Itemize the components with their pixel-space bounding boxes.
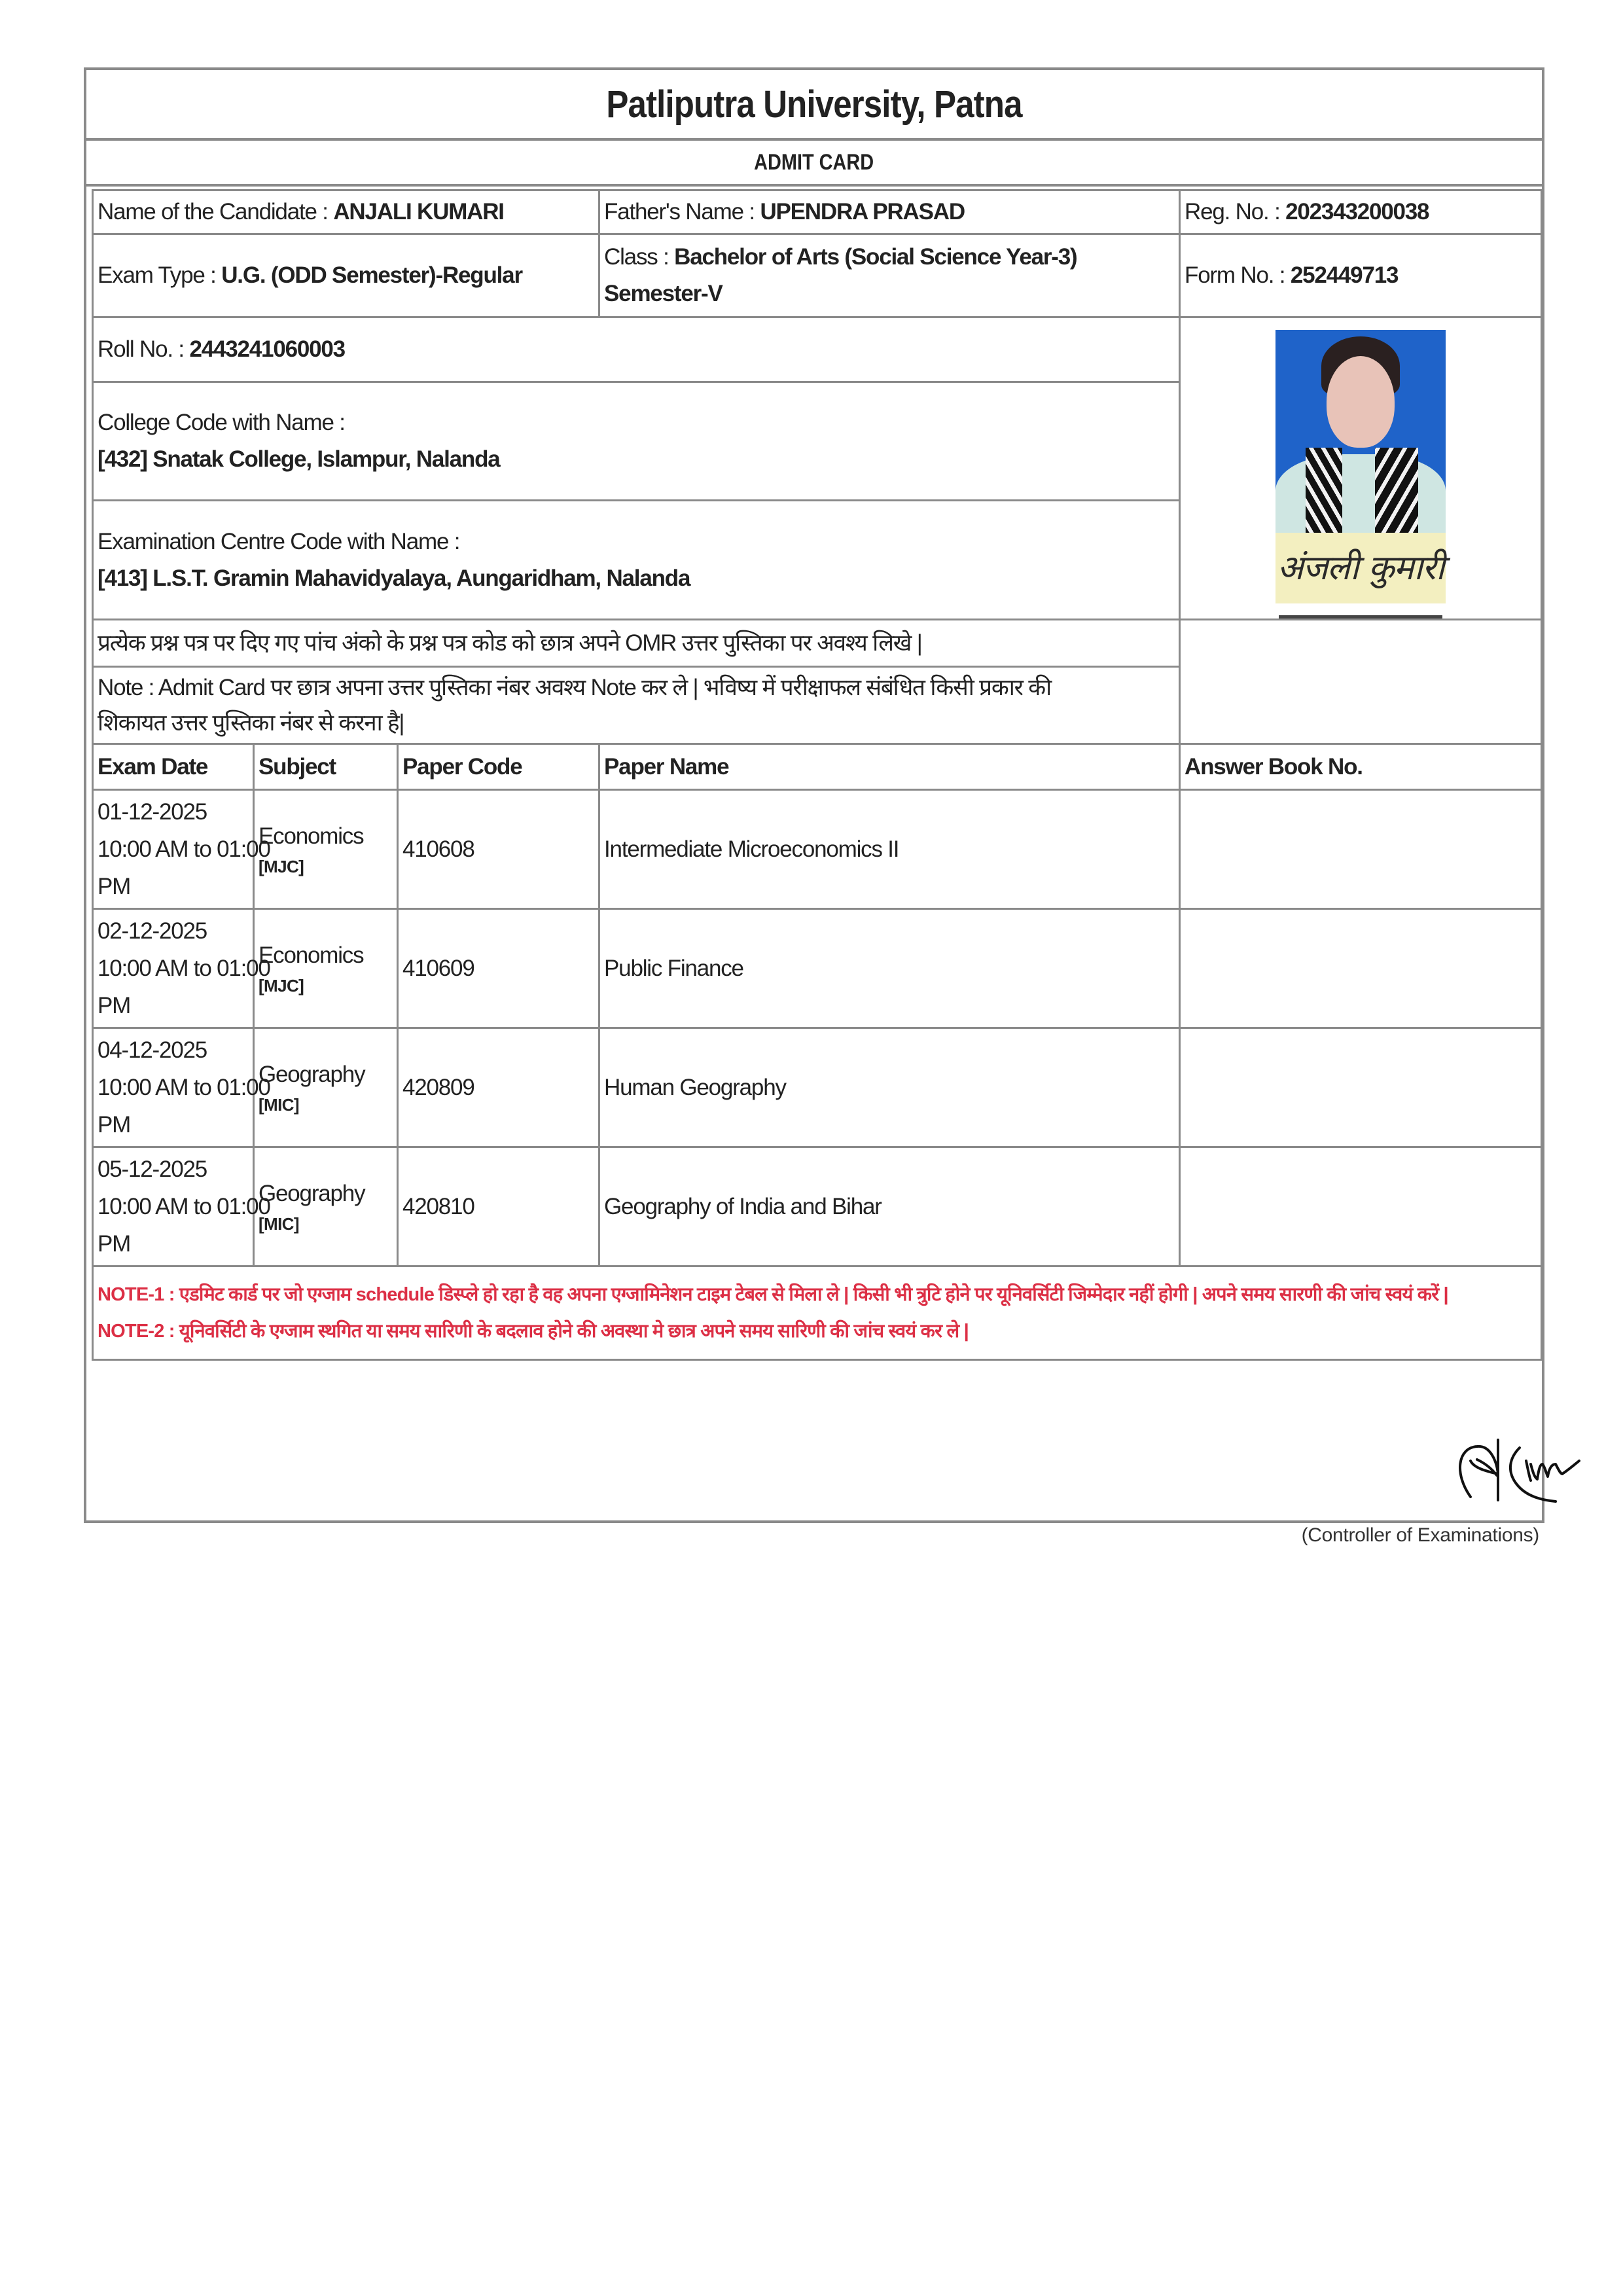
subject-name: Geography [259,1061,365,1087]
class-label: Class : [604,244,675,270]
paper-name: Public Finance [599,909,1180,1028]
college-name: [432] Snatak College, Islampur, Nalanda [98,446,500,473]
schedule-row [93,909,1542,1028]
exam-date-cell [93,1147,270,1266]
col-paper-code: Paper Code [398,744,599,790]
admit-card-frame [84,67,1544,1546]
exam-time: 10:00 AM to 01:00 PM [98,1075,270,1138]
subject-name: Economics [259,942,364,968]
note-blank-cell [1180,620,1542,744]
subtitle-row [86,141,1542,187]
exam-type-cell [93,234,599,317]
centre-label: Examination Centre Code with Name : [98,528,460,554]
paper-code: 410609 [398,909,599,1028]
form-no-cell [1180,234,1542,317]
class-cell [599,234,1180,317]
schedule-row [93,1028,1542,1147]
admit-card-table [92,189,1543,1361]
signature-underline [1279,615,1442,619]
candidate-name-cell [93,190,599,234]
schedule-row [93,790,1542,909]
reg-no-cell [1180,190,1542,234]
reg-no-label: Reg. No. : [1185,199,1286,224]
paper-name: Human Geography [599,1028,1180,1147]
college-cell [93,382,1180,501]
note-2: NOTE-2 : यूनिवर्सिटी के एग्जाम स्थगित या समय सारिणी के बदलाव होने की अवस्था मे छात्र अपने समय सारिणी की जांच स्वयं कर ले | [98,1321,969,1342]
exam-date-cell [93,790,270,909]
exam-date: 05-12-2025 [98,1157,207,1182]
subject-cell [254,790,398,909]
candidate-name-label: Name of the Candidate : [98,199,334,224]
controller-signature [1451,1435,1614,1513]
exam-type-label: Exam Type : [98,262,222,288]
class-name: Bachelor of Arts (Social Science Year-3) Semester-V [604,244,1077,306]
col-subject: Subject [254,744,398,790]
omr-note-row [93,620,1542,667]
answer-book-no[interactable] [1180,909,1542,1028]
exam-date-cell [93,909,270,1028]
exam-date: 02-12-2025 [98,918,207,944]
exam-time: 10:00 AM to 01:00 PM [98,836,270,899]
answer-book-no[interactable] [1180,790,1542,909]
candidate-name: ANJALI KUMARI [333,199,504,224]
roll-row [93,317,1542,382]
exam-time: 10:00 AM to 01:00 PM [98,1194,270,1257]
omr-note: प्रत्येक प्रश्न पत्र पर दिए गए पांच अंको के प्रश्न पत्र कोड को छात्र अपने OMR उत्तर पुस्तिका पर अवश्य लिखे | [93,620,1180,667]
subject-cell [254,909,398,1028]
subject-name: Geography [259,1180,365,1206]
candidate-row [93,190,1542,234]
centre-cell [93,501,1180,620]
roll-no-label: Roll No. : [98,336,190,362]
university-title: Patliputra University, Patna [606,82,1022,126]
controller-caption: (Controller of Examinations) [1301,1524,1539,1546]
father-name-cell [599,190,1180,234]
notes-cell [93,1266,1542,1360]
roll-no-cell [93,317,1180,382]
note-1: NOTE-1 : एडमिट कार्ड पर जो एग्जाम schedule डिस्प्ले हो रहा है वह अपना एग्जामिनेशन टाइम टेबल से मिला ले | किसी भी त्रुटि होने पर यूनिवर्सिटी जिम्मेदार नहीं होगी | अपने समय सारणी की जांच स्वयं करें | [98,1284,1448,1305]
subject-type: [MJC] [259,975,304,996]
centre-name: [413] L.S.T. Gramin Mahavidyalaya, Aungaridham, Nalanda [98,565,690,591]
candidate-photo [1275,330,1446,533]
form-no-label: Form No. : [1185,262,1291,288]
paper-name: Geography of India and Bihar [599,1147,1180,1266]
schedule-header-row [93,744,1542,790]
title-row [86,70,1542,141]
col-answer-book: Answer Book No. [1180,744,1542,790]
reg-no: 202343200038 [1285,199,1429,224]
subject-cell [254,1147,398,1266]
col-exam-date: Exam Date [93,744,254,790]
answer-book-no[interactable] [1180,1028,1542,1147]
exam-date: 04-12-2025 [98,1037,207,1063]
father-name-label: Father's Name : [604,199,760,224]
answer-book-note: Note : Admit Card पर छात्र अपना उत्तर पुस्तिका नंबर अवश्य Note कर ले | भविष्य में परीक्षाफल संबंधित किसी प्रकार की शिकायत उत्तर पुस्तिका नंबर से करना है| [93,667,1180,744]
schedule-row [93,1147,1542,1266]
subject-cell [254,1028,398,1147]
subject-name: Economics [259,823,364,849]
paper-code: 420810 [398,1147,599,1266]
paper-code: 410608 [398,790,599,909]
paper-name: Intermediate Microeconomics II [599,790,1180,909]
answer-book-no[interactable] [1180,1147,1542,1266]
col-paper-name: Paper Name [599,744,1180,790]
exam-type: U.G. (ODD Semester)-Regular [221,262,522,288]
roll-no: 2443241060003 [189,336,345,362]
exam-date: 01-12-2025 [98,799,207,825]
subject-type: [MIC] [259,1213,299,1234]
admit-card-heading: ADMIT CARD [754,149,874,175]
candidate-signature: अंजली कुमारी [1275,533,1446,603]
subject-type: [MJC] [259,856,304,876]
notes-row [93,1266,1542,1360]
exam-time: 10:00 AM to 01:00 PM [98,956,270,1018]
subject-type: [MIC] [259,1094,299,1115]
photo-cell [1180,317,1542,620]
exam-date-cell [93,1028,270,1147]
college-label: College Code with Name : [98,410,345,436]
form-no: 252449713 [1290,262,1399,288]
paper-code: 420809 [398,1028,599,1147]
exam-type-row [93,234,1542,317]
father-name: UPENDRA PRASAD [760,199,965,224]
